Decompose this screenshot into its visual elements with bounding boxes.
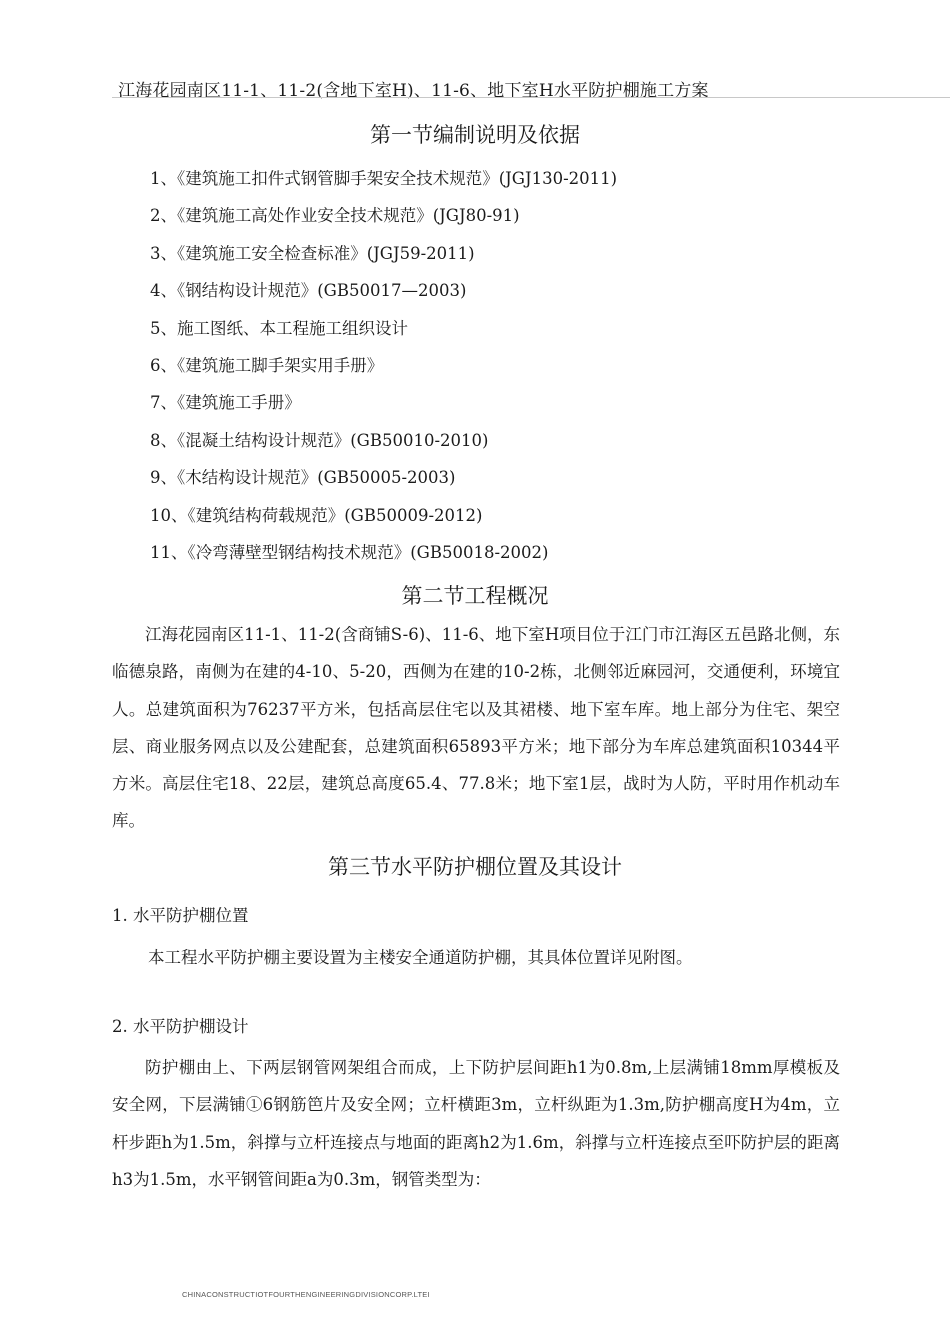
reference-item: 6、《建筑施工脚手架实用手册》 [150,355,384,375]
section1-title: 第一节编制说明及依据 [370,123,580,147]
reference-item: 2、《建筑施工高处作业安全技术规范》(JGJ80-91) [150,206,520,226]
subsection-2-heading: 2. 水平防护棚设计 [112,1017,249,1036]
subsection-2-paragraph: 防护棚由上、下两层钢管网架组合而成，上下防护层间距h1为0.8m,上层满铺18mm厚模板及安全网，下层满铺①6钢筋笆片及安全网；立杆横距3m，立杆纵距为1.3m,防护棚高度H为4m，立杆步距h为1.5m，斜撑与立杆连接点与地面的距离h2为1.6m，斜撑与立杆连接点至吓防护层的距离h3为1.5m，水平钢管间距a为0.3m，钢管类型为： [112,1058,840,1189]
header-divider [112,97,950,98]
section2-title: 第二节工程概况 [401,584,549,608]
subsection-1-heading: 1. 水平防护棚位置 [112,906,249,925]
reference-item: 3、《建筑施工安全检查标准》(JGJ59-2011) [150,243,475,263]
reference-item: 1、《建筑施工扣件式钢管脚手架安全技术规范》(JGJ130-2011) [150,169,618,188]
section3-title: 第三节水平防护棚位置及其设计 [328,855,622,879]
subsection-1-text: 本工程水平防护棚主要设置为主楼安全通道防护棚，其具体位置详见附图。 [148,948,693,967]
reference-item: 11、《冷弯薄壁型钢结构技术规范》(GB50018-2002) [150,542,549,562]
reference-item: 5、施工图纸、本工程施工组织设计 [150,318,408,338]
project-overview-paragraph: 江海花园南区11-1、11-2(含商铺S-6)、11-6、地下室H项目位于江门市江海区五邑路北侧，东临德泉路，南侧为在建的4-10、5-20，西侧为在建的10-2栋，北侧邻近麻园河，交通便利，环境宜人。总建筑面积为76237平方米，包括高层住宅以及其裙楼、地下室车库。地上部分为住宅、架空层、商业服务网点以及公建配套，总建筑面积65893平方米；地下部分为车库总建筑面积10344平方米。高层住宅18、22层，建筑总高度65.4、77.8米；地下室1层，战时为人防，平时用作机动车库。 [112,625,840,831]
reference-item: 9、《木结构设计规范》(GB50005-2003) [150,468,456,488]
reference-list [150,160,617,571]
reference-item: 8、《混凝土结构设计规范》(GB50010-2010) [150,430,489,450]
running-header-title: 江海花园南区11-1、11-2(含地下室H)、11-6、地下室H水平防护棚施工方案 [118,81,709,101]
reference-item: 10、《建筑结构荷载规范》(GB50009-2012) [150,505,483,525]
reference-item: 7、《建筑施工手册》 [150,393,301,413]
footer-company-text: CHINACONSTRUCTIOTFOURTHENGINEERINGDIVISIONCORP.LTEI [182,1290,430,1299]
reference-item: 4、《钢结构设计规范》(GB50017—2003) [150,281,467,301]
